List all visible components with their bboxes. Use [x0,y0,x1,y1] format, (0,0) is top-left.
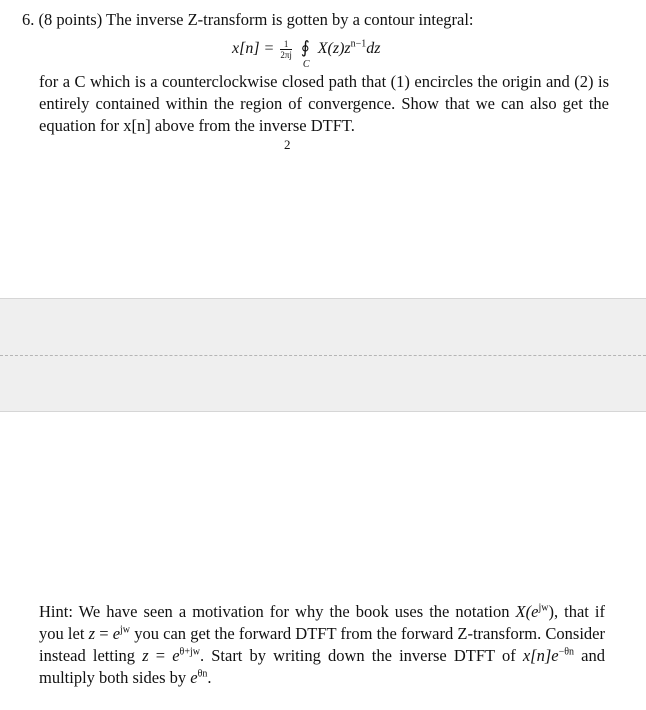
hint-math-7: e [190,668,198,687]
problem-number: 6. [22,10,35,29]
hint-math-7-sup: θn [197,668,208,680]
hint-math-3-sup: jw [120,624,131,636]
hint-text-1: Hint: We have seen a motivation for why the book uses the notation [39,602,516,621]
integral-glyph: ∮ [300,38,310,57]
hint-math-6: x[n]e [522,646,559,665]
hint-math-1: X(e [515,602,539,621]
integrand-exponent: n−1 [350,38,367,50]
hint-text-7: and multiply both sides by [39,646,605,687]
hint-text-5: = [148,646,173,665]
differential: dz [366,40,381,57]
equation-lhs: x[n] = [232,40,275,57]
hint-text-6: . Start by writing down the inverse DTFT of [199,646,523,665]
fraction-denominator: 2πj [280,49,292,60]
contour-integral-symbol [300,37,310,70]
equation-fraction [280,39,292,60]
page-break-divider [0,355,646,356]
hint-math-1-sup: jw [538,602,549,614]
fraction-numerator: 1 [280,39,292,50]
problem-body: for a C which is a counterclockwise closed path that (1) encircles the origin and (2) is entirely contained within the region of convergence. Show that we can also get the equation for x[n] above from the inverse DTFT. [39,72,609,135]
contour-label: C [302,59,310,70]
hint-math-5-sup: θ+jw [179,646,200,658]
hint-math-6-sup: −θn [558,646,575,658]
hint-text-3: = [95,624,113,643]
page-number: 2 [284,137,291,152]
hint-math-3: e [112,624,121,643]
hint-math-2: z [88,624,96,643]
hint-text-4: you can get the forward DTFT from the forward Z-transform. Consider instead letting [39,624,605,665]
hint-paragraph [39,601,605,689]
integrand: X(z)z [317,40,351,57]
problem-points: (8 points) [38,10,103,29]
hint-math-5: e [172,646,180,665]
hint-text-8: . [207,668,212,687]
inverse-z-equation [232,37,381,70]
hint-text-2: ), that if you let [39,602,605,643]
hint-math-4: z [142,646,149,665]
problem-statement: The inverse Z-transform is gotten by a contour integral: [106,10,474,29]
problem-header [22,9,622,31]
